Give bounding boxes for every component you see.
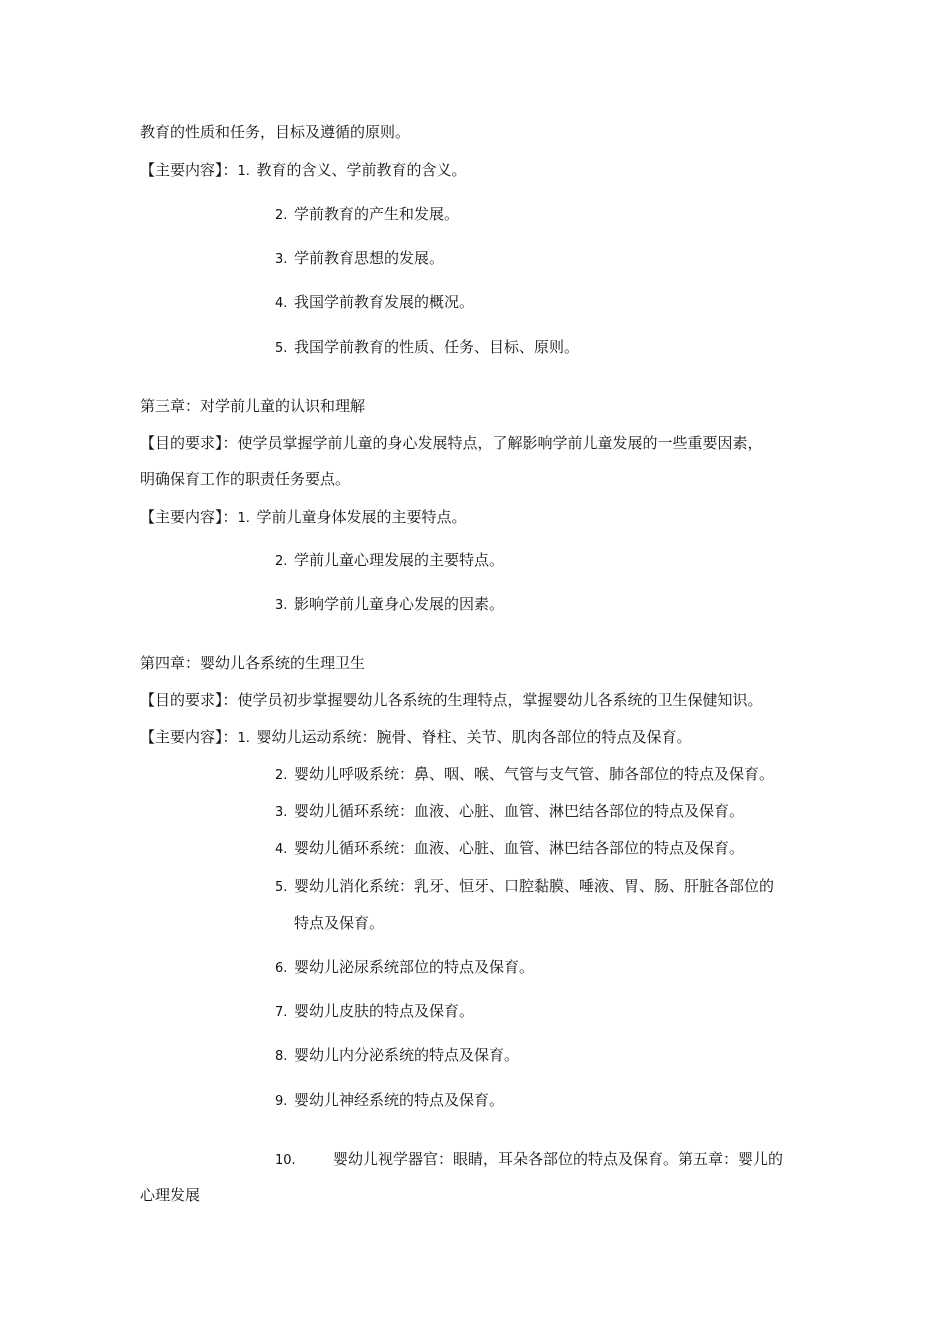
item-text: 学前儿童心理发展的主要特点。 — [294, 551, 505, 569]
ch4-item-5-continuation: 特点及保育。 — [294, 914, 385, 932]
ch4-item-10 — [275, 1149, 783, 1171]
item-text: 学前教育思想的发展。 — [294, 249, 445, 267]
item-text: 婴幼儿呼吸系统：鼻、咽、喉、气管与支气管、肺各部位的特点及保育。 — [294, 765, 775, 783]
ch4-item-4 — [275, 838, 744, 860]
goal-text: 使学员掌握学前儿童的身心发展特点，了解影响学前儿童发展的一些重要因素， — [237, 434, 763, 452]
ch4-goal-line — [140, 690, 763, 710]
item-number: 4. — [275, 296, 288, 311]
ch2-item-5 — [275, 337, 579, 359]
item-number: 6. — [275, 961, 288, 976]
item-text: 婴幼儿消化系统：乳牙、恒牙、口腔黏膜、唾液、胃、肠、肝脏各部位的 — [294, 877, 775, 895]
item-text: 婴幼儿泌尿系统部位的特点及保育。 — [294, 958, 535, 976]
item-number: 3. — [275, 252, 288, 267]
item-text: 婴幼儿运动系统：腕骨、脊柱、关节、肌肉各部位的特点及保育。 — [256, 728, 692, 746]
ch2-item-4 — [275, 292, 474, 314]
item-number: 1. — [237, 511, 250, 526]
ch4-content-line-1 — [140, 727, 692, 749]
item-text: 婴幼儿循环系统：血液、心脏、血管、淋巴结各部位的特点及保育。 — [294, 802, 745, 820]
item-number: 2. — [275, 208, 288, 223]
goal-label: 【目的要求】： — [140, 691, 238, 709]
intro-line: 教育的性质和任务，目标及遵循的原则。 — [140, 123, 411, 141]
item-number: 9. — [275, 1094, 288, 1109]
content-label: 【主要内容】： — [140, 508, 238, 526]
ch4-item-8 — [275, 1045, 519, 1067]
ch4-item-6 — [275, 957, 534, 979]
item-number: 2. — [275, 768, 288, 783]
chapter-4-title: 第四章：婴幼儿各系统的生理卫生 — [140, 654, 366, 672]
ch4-item-5 — [275, 876, 774, 898]
item-text: 学前儿童身体发展的主要特点。 — [256, 508, 467, 526]
item-number: 1. — [237, 164, 250, 179]
item-number: 5. — [275, 341, 288, 356]
item-number: 3. — [275, 598, 288, 613]
item-text: 影响学前儿童身心发展的因素。 — [294, 595, 505, 613]
item-number: 10. — [275, 1153, 296, 1168]
ch3-item-2 — [275, 550, 504, 572]
item-text: 婴幼儿循环系统：血液、心脏、血管、淋巴结各部位的特点及保育。 — [294, 839, 745, 857]
item-number: 5. — [275, 880, 288, 895]
item-text: 婴幼儿神经系统的特点及保育。 — [294, 1091, 505, 1109]
ch4-item-2 — [275, 764, 774, 786]
ch2-item-3 — [275, 248, 444, 270]
chapter-3-title: 第三章：对学前儿童的认识和理解 — [140, 397, 366, 415]
ch3-goal-line-1 — [140, 433, 763, 453]
goal-text: 使学员初步掌握婴幼儿各系统的生理特点，掌握婴幼儿各系统的卫生保健知识。 — [237, 691, 763, 709]
item-text: 婴幼儿内分泌系统的特点及保育。 — [294, 1046, 520, 1064]
item-text: 我国学前教育发展的概况。 — [294, 293, 475, 311]
item-text: 教育的含义、学前教育的含义。 — [256, 161, 467, 179]
ch4-item-3 — [275, 801, 744, 823]
item-text: 婴幼儿皮肤的特点及保育。 — [294, 1002, 475, 1020]
item-number: 1. — [237, 731, 250, 746]
ch2-item-2 — [275, 204, 459, 226]
item-number: 4. — [275, 842, 288, 857]
ch3-goal-line-2: 明确保育工作的职责任务要点。 — [140, 470, 351, 488]
ch4-item-7 — [275, 1001, 474, 1023]
content-label: 【主要内容】： — [140, 161, 238, 179]
goal-label: 【目的要求】： — [140, 434, 238, 452]
ch3-content-line-1 — [140, 507, 467, 529]
item-number: 3. — [275, 805, 288, 820]
ch2-content-line-1 — [140, 160, 467, 182]
item-text: 学前教育的产生和发展。 — [294, 205, 460, 223]
item-text: 我国学前教育的性质、任务、目标、原则。 — [294, 338, 580, 356]
content-label: 【主要内容】： — [140, 728, 238, 746]
item-text: 婴幼儿视学器官：眼睛，耳朵各部位的特点及保育。第五章：婴儿的 — [333, 1150, 784, 1168]
item-number: 8. — [275, 1049, 288, 1064]
item-number: 2. — [275, 554, 288, 569]
item-number: 7. — [275, 1005, 288, 1020]
ch4-item-9 — [275, 1090, 504, 1112]
ch3-item-3 — [275, 594, 504, 616]
ch4-item-10-continuation: 心理发展 — [140, 1186, 201, 1204]
